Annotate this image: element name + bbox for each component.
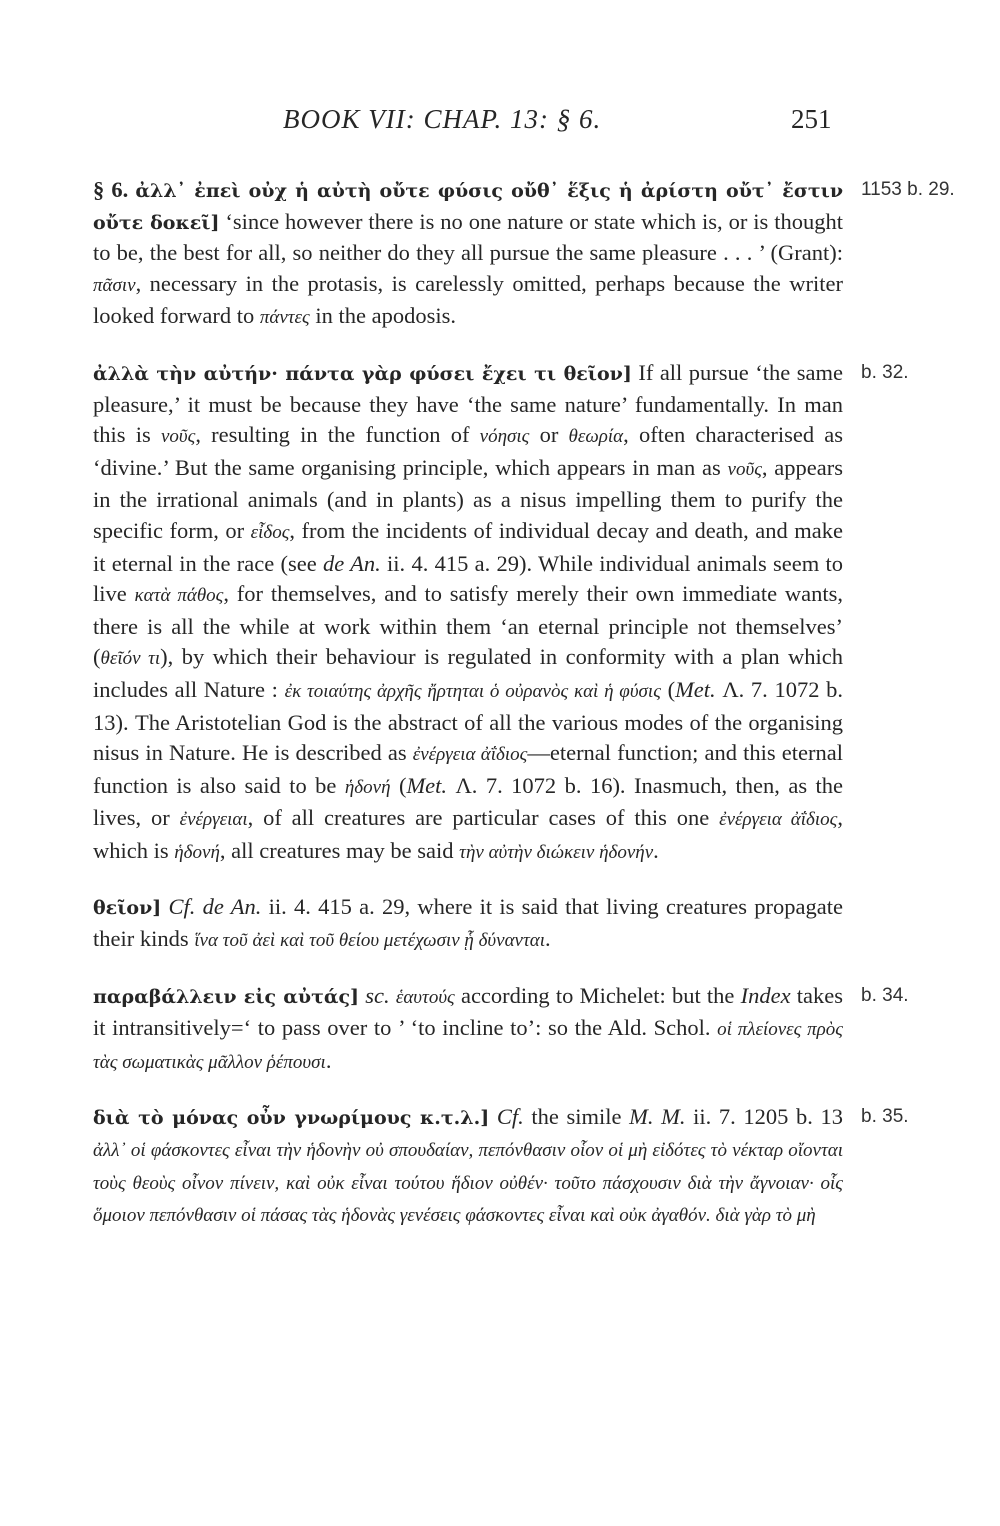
- commentary-text: ), by which their behaviour is regulated in conformity with a plan which includes all Nature :: [93, 644, 843, 702]
- commentary-paragraph-theion: [93, 892, 843, 956]
- lemma: ἀλλὰ τὴν αὐτήν· πάντα γὰρ φύσει ἔχει τι θεῖον]: [93, 362, 632, 385]
- commentary-text: , often characterised as ‘divine.’ But the same organising principle, which appears in man as: [93, 422, 844, 480]
- work-citation: Cf.: [496, 1104, 524, 1130]
- greek-quote: ἀλλ᾽ οἱ φάσκοντες εἶναι τὴν ἡδονὴν οὐ σπουδαίαν, πεπόνθασιν οἷον οἱ μὴ εἰδότες τὸ νέκταρ οἴονται τοὺς θεοὺς οἶνον πίνειν, καὶ οὐκ εἶναι τούτου ἥδιον οὐθέν· τοῦτο πάσχουσιν διὰ τὴν ἄγνοιαν· οἷς ὅμοιον πεπόνθασιν οἱ πάσας τὰς ἡδονὰς γενέσεις φάσκοντες εἶναι καὶ οὐκ ἀγαθόν. διὰ γὰρ τὸ μὴ: [93, 1140, 843, 1227]
- work-citation: Cf. de An.: [168, 894, 262, 920]
- commentary-text: according to Michelet: but the: [454, 982, 735, 1008]
- greek-quote: ἐνέργεια ἀΐδιος: [719, 809, 838, 831]
- margin-reference: b. 34.: [861, 984, 909, 1006]
- lemma: θεῖον]: [93, 897, 162, 920]
- greek-quote: πάντες: [259, 307, 310, 329]
- commentary-text: , appears in the irrational animals (and in plants) as a nisus impelling them to purify the specific form, or: [93, 454, 844, 543]
- commentary-text: ii. 7. 1205 b. 13: [685, 1104, 844, 1130]
- greek-quote: κατὰ πάθος: [134, 585, 224, 607]
- commentary-text: , for themselves, and to satisfy merely their own immediate wants, there is all the while at work within them ‘an eternal principle not themselves’ (: [93, 581, 844, 670]
- margin-reference: b. 35.: [861, 1106, 909, 1128]
- work-citation: Met.: [675, 676, 716, 702]
- greek-quote: εἶδος: [250, 521, 290, 543]
- work-citation: Met.: [406, 772, 448, 798]
- commentary-text: If all pursue ‘the same pleasure,’ it must be because they have ‘the same nature’ fundamentally. In man this is: [93, 359, 843, 448]
- commentary-text: .: [325, 1047, 332, 1073]
- commentary-text: ‘since however there is no one nature or state which is, or is thought to be, the best for all, so neither do they all pursue the same pleasure . . . ’ (Grant):: [93, 208, 843, 266]
- abbreviation: sc.: [365, 982, 390, 1008]
- section-number: § 6.: [93, 177, 129, 202]
- commentary-paragraph-monas: [93, 1102, 909, 1231]
- commentary-text: —eternal function; and this eternal function is also said to be: [93, 740, 844, 798]
- margin-reference: 1153 b. 29.: [861, 179, 955, 200]
- greek-quote: θεῖόν τι: [100, 648, 161, 670]
- commentary-text: , of all creatures are particular cases of this one: [247, 805, 710, 831]
- greek-quote: ἑαυτούς: [395, 986, 455, 1008]
- greek-quote: οἱ πλείονες πρὸς τὰς σωματικὰς μᾶλλον ῥέπουσι: [93, 1019, 844, 1073]
- commentary-paragraph-divine: [93, 358, 909, 869]
- commentary-text: takes it intransitively=‘ to pass over to ’ ‘to incline to’: so the Ald. Schol.: [93, 982, 844, 1041]
- commentary-body: [93, 175, 955, 1256]
- greek-quote: ἡδονή: [344, 776, 391, 798]
- greek-quote: ἡδονή: [174, 841, 220, 863]
- commentary-text: , from the incidents of individual decay and death, and make it eternal in the race (see: [93, 517, 844, 576]
- work-citation: de An.: [323, 550, 381, 576]
- greek-quote: τὴν αὐτὴν διώκειν ἡδονήν: [459, 841, 654, 863]
- greek-quote: νόησις: [479, 426, 530, 448]
- commentary-text: Λ. 7. 1072 b. 13). The Aristotelian God is the abstract of all the various modes of the organising nisus in Nature. He is described as: [93, 676, 843, 766]
- commentary-text: , all creatures may be said: [219, 837, 454, 863]
- commentary-text: or: [529, 422, 559, 448]
- commentary-text: , which is: [93, 805, 844, 863]
- greek-quote: ἐκ τοιαύτης ἀρχῆς ἤρτηται ὁ οὐρανὸς καὶ ἡ φύσις: [284, 680, 661, 702]
- greek-quote: πᾶσιν: [93, 274, 136, 296]
- page-number: 251: [791, 104, 832, 134]
- greek-quote: νοῦς: [160, 426, 196, 448]
- greek-quote: ἵνα τοῦ ἀεὶ καὶ τοῦ θείου μετέχωσιν ᾗ δύνανται: [194, 930, 546, 952]
- commentary-text: ii. 4. 415 a. 29). While individual animals seem to live: [93, 550, 844, 607]
- commentary-text: , necessary in the protasis, is carelessly omitted, perhaps because the writer looked forward to: [93, 270, 843, 329]
- commentary-text: Λ. 7. 1072 b. 16). Inasmuch, then, as the lives, or: [93, 772, 844, 831]
- commentary-text: in the apodosis.: [309, 303, 456, 329]
- greek-quote: νοῦς: [727, 458, 762, 480]
- commentary-text: (: [660, 676, 676, 702]
- commentary-text: the simile: [523, 1104, 622, 1130]
- work-citation: M. M.: [629, 1104, 686, 1130]
- lemma: διὰ τὸ μόνας οὖν γνωρίμους κ.τ.λ.]: [93, 1107, 490, 1130]
- commentary-text: .: [545, 926, 551, 952]
- greek-quote: ἐνέργεια ἀΐδιος: [412, 744, 528, 766]
- greek-quote: ἐνέργειαι: [179, 809, 248, 831]
- commentary-text: ii. 4. 415 a. 29, where it is said that living creatures propagate their kinds: [93, 894, 844, 952]
- running-head: BOOK VII: CHAP. 13: § 6.: [283, 104, 602, 134]
- commentary-paragraph-paraballein: [93, 981, 909, 1079]
- work-citation: Index: [740, 982, 791, 1008]
- margin-reference: b. 32.: [861, 361, 909, 383]
- greek-quote: θεωρία: [568, 426, 624, 448]
- commentary-text: .: [653, 837, 659, 863]
- lemma: ἀλλ᾽ ἐπεὶ οὐχ ἡ αὐτὴ οὔτε φύσις οὔθ᾽ ἕξις ἡ ἀρίστη οὔτ᾽ ἔστιν οὔτε δοκεῖ]: [93, 180, 844, 234]
- commentary-paragraph-section-6: [93, 175, 955, 334]
- commentary-text: (: [390, 772, 407, 798]
- page-header: [0, 104, 1000, 144]
- commentary-text: , resulting in the function of: [195, 422, 470, 448]
- lemma: παραβάλλειν εἰς αὐτάς]: [93, 985, 360, 1008]
